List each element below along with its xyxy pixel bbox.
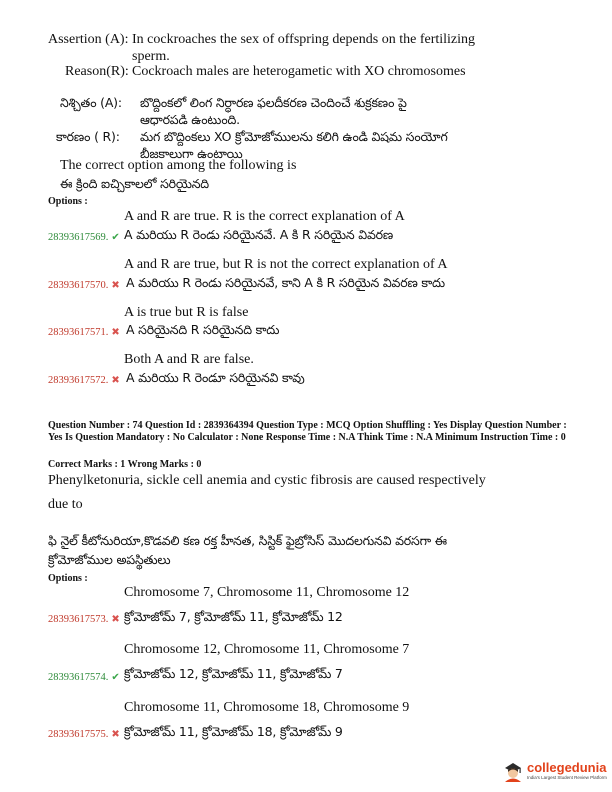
q73-option4-en: Both A and R are false. [124, 352, 254, 367]
prompt-en: The correct option among the following is [60, 158, 297, 173]
q74-option2-id: 28393617574. ✔ [48, 672, 120, 683]
q74-option1-id: 28393617573. ✖ [48, 614, 120, 625]
q73-option1-tel: A మరియు R రెండు సరియైనవే. A కి R సరియైన వివరణ [124, 227, 393, 242]
q73-option2-id: 28393617570. ✖ [48, 280, 120, 291]
tel-assertion-line1: బొద్దింకలో లింగ నిర్ధారణ ఫలదీకరణ చెందించే శుక్రకణం పై [140, 95, 407, 110]
tel-reason-line2: బీజకాలుగా ఉంటాయి [140, 146, 243, 161]
q74-marks: Correct Marks : 1 Wrong Marks : 0 [48, 459, 202, 470]
q74-question-tel-line2: క్రోమోజోముల అపస్థితులు [48, 552, 171, 567]
reason-label: Reason(R): [65, 64, 129, 79]
q74-option2-en: Chromosome 12, Chromosome 11, Chromosome 7 [124, 642, 410, 657]
q73-option3-id: 28393617571. ✖ [48, 327, 120, 338]
options-label-q74: Options : [48, 573, 88, 584]
q74-option1-tel: క్రోమోజోమ్ 7, క్రోమోజోమ్ 11, క్రోమోజోమ్ 12 [124, 609, 343, 624]
cross-icon: ✖ [111, 614, 120, 625]
check-icon: ✔ [111, 232, 120, 243]
q74-question-en-line2: due to [48, 497, 83, 512]
cross-icon: ✖ [111, 375, 120, 386]
collegedunia-logo[interactable] [502, 758, 607, 782]
q74-option3-en: Chromosome 11, Chromosome 18, Chromosome 9 [124, 700, 410, 715]
options-label-q73: Options : [48, 196, 88, 207]
q74-option3-tel: క్రోమోజోమ్ 11, క్రోమోజోమ్ 18, క్రోమోజోమ్ 9 [124, 724, 343, 739]
cross-icon: ✖ [111, 280, 120, 291]
q74-option1-en: Chromosome 7, Chromosome 11, Chromosome 12 [124, 585, 410, 600]
assertion-label: Assertion (A): [48, 32, 129, 47]
check-icon: ✔ [111, 672, 120, 683]
tel-assertion-line2: ఆధారపడి ఉంటుంది. [140, 112, 240, 127]
q74-option2-tel: క్రోమోజోమ్ 12, క్రోమోజోమ్ 11, క్రోమోజోమ్ 7 [124, 666, 343, 681]
logo-tagline: India's Largest Student Review Platform [527, 775, 607, 780]
tel-reason-line1: మగ బొద్దింకలు XO క్రోమోజోములను కలిగి ఉండి విషమ సంయోగ [140, 129, 448, 144]
cross-icon: ✖ [111, 729, 120, 740]
assertion-text-line2: sperm. [132, 49, 170, 64]
q74-metadata: Question Number : 74 Question Id : 2839364394 Question Type : MCQ Option Shuffling : Yes Display Question Number : Yes Is Question Mandatory : No Calculator : None Response Time : N.A Think Time : N.A Minimum Instruction Time : 0 [48, 420, 567, 443]
q73-option4-id: 28393617572. ✖ [48, 375, 120, 386]
q74-question-en-line1: Phenylketonuria, sickle cell anemia and cystic fibrosis are caused respectively [48, 473, 486, 488]
reason-text: Cockroach males are heterogametic with XO chromosomes [132, 64, 466, 79]
q74-option3-id: 28393617575. ✖ [48, 729, 120, 740]
q73-option4-tel: A మరియు R రెండూ సరియైనవి కావు [126, 370, 305, 385]
q73-option2-tel: A మరియు R రెండు సరియైనవే, కాని A కి R సరియైన వివరణ కాదు [126, 275, 445, 290]
q73-option1-en: A and R are true. R is the correct explanation of A [124, 209, 405, 224]
prompt-tel: ఈ క్రింది ఐచ్చికాలలో సరియైనది [60, 176, 209, 191]
q73-option3-en: A is true but R is false [124, 305, 249, 320]
tel-reason-label: కారణం ( R): [56, 129, 120, 144]
q73-option3-tel: A సరియైనది R సరియైనది కాదు [126, 322, 280, 337]
q73-option1-id: 28393617569. ✔ [48, 232, 120, 243]
logo-name: collegedunia [527, 760, 607, 775]
tel-assertion-label: నిశ్చితం (A): [60, 95, 122, 110]
q74-question-tel-line1: ఫి నైల్ కీటోనురియా,కొడవలి కణ రక్త హీనత, సిస్టిక్ ఫైబ్రోసిస్ మొదలగునవి వరసగా ఈ [48, 533, 447, 548]
assertion-text-line1: In cockroaches the sex of offspring depends on the fertilizing [132, 32, 476, 47]
student-avatar-icon [502, 758, 524, 782]
cross-icon: ✖ [111, 327, 120, 338]
q73-option2-en: A and R are true, but R is not the correct explanation of A [124, 257, 448, 272]
